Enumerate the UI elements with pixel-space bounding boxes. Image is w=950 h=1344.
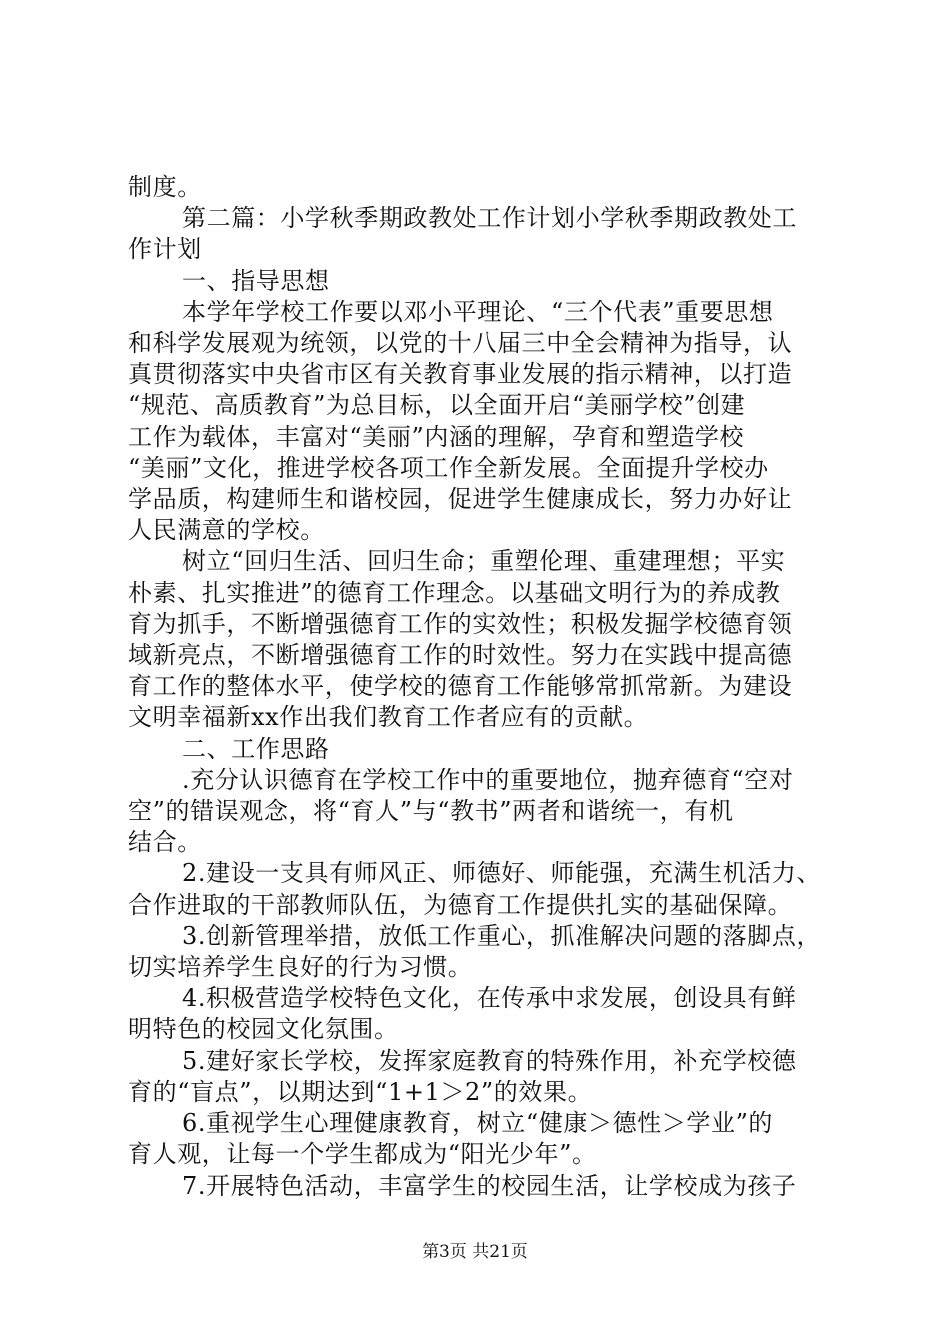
text-line: 6.重视学生心理健康教育，树立“健康＞德性＞学业”的 bbox=[182, 1109, 774, 1138]
text-line: 4.积极营造学校特色文化，在传承中求发展，创设具有鲜 bbox=[182, 984, 797, 1013]
text-line: 本学年学校工作要以邓小平理论、“三个代表”重要思想 bbox=[182, 297, 774, 326]
text-line: 结合。 bbox=[128, 828, 202, 857]
text-line: .充分认识德育在学校工作中的重要地位，抛弃德育“空对 bbox=[182, 765, 794, 794]
text-line: 作计划 bbox=[128, 235, 202, 264]
text-line: 切实培养学生良好的行为习惯。 bbox=[128, 953, 473, 982]
text-line: 域新亮点，不断增强德育工作的时效性。努力在实践中提高德 bbox=[128, 641, 793, 670]
text-line: “规范、高质教育”为总目标，以全面开启“美丽学校”创建 bbox=[128, 391, 746, 420]
section-heading: 二、工作思路 bbox=[182, 734, 330, 763]
text-line: 树立“回归生活、回归生命；重塑伦理、重建理想；平实 bbox=[182, 547, 786, 576]
text-line: 5.建好家长学校，发挥家庭教育的特殊作用，补充学校德 bbox=[182, 1046, 797, 1075]
text-line: 朴素、扎实推进”的德育工作理念。以基础文明行为的养成教 bbox=[128, 578, 781, 607]
text-line: 2.建设一支具有师风正、师德好、师能强，充满生机活力、 bbox=[182, 859, 822, 888]
text-line: 明特色的校园文化氛围。 bbox=[128, 1015, 399, 1044]
text-line: 真贯彻落实中央省市区有关教育事业发展的指示精神，以打造 bbox=[128, 360, 793, 389]
text-line: 育为抓手，不断增强德育工作的实效性；积极发掘学校德育领 bbox=[128, 609, 793, 638]
text-line: 人民满意的学校。 bbox=[128, 516, 325, 545]
text-line: 第二篇：小学秋季期政教处工作计划小学秋季期政教处工 bbox=[182, 204, 797, 233]
text-line: 育工作的整体水平，使学校的德育工作能够常抓常新。为建设 bbox=[128, 672, 793, 701]
document-body bbox=[128, 172, 833, 1202]
text-line: 3.创新管理举措，放低工作重心，抓准解决问题的落脚点， bbox=[182, 921, 822, 950]
text-line: 7.开展特色活动，丰富学生的校园生活，让学校成为孩子 bbox=[182, 1171, 797, 1200]
text-line: 合作进取的干部教师队伍，为德育工作提供扎实的基础保障。 bbox=[128, 890, 793, 919]
text-line: “美丽”文化，推进学校各项工作全新发展。全面提升学校办 bbox=[128, 453, 769, 482]
text-line: 和科学发展观为统领，以党的十八届三中全会精神为指导，认 bbox=[128, 329, 793, 358]
text-line: 文明幸福新xx作出我们教育工作者应有的贡献。 bbox=[128, 703, 649, 732]
text-line: 育人观，让每一个学生都成为“阳光少年”。 bbox=[128, 1140, 597, 1169]
text-line: 育的“盲点”，以期达到“1+1＞2”的效果。 bbox=[128, 1077, 593, 1106]
page-number-footer: 第3页 共21页 bbox=[422, 1242, 528, 1262]
text-line: 空”的错误观念，将“育人”与“教书”两者和谐统一，有机 bbox=[128, 797, 734, 826]
section-heading: 一、指导思想 bbox=[182, 266, 330, 295]
text-line: 学品质，构建师生和谐校园，促进学生健康成长，努力办好让 bbox=[128, 485, 793, 514]
text-line: 工作为载体，丰富对“美丽”内涵的理解，孕育和塑造学校 bbox=[128, 422, 745, 451]
text-line: 制度。 bbox=[128, 173, 202, 201]
